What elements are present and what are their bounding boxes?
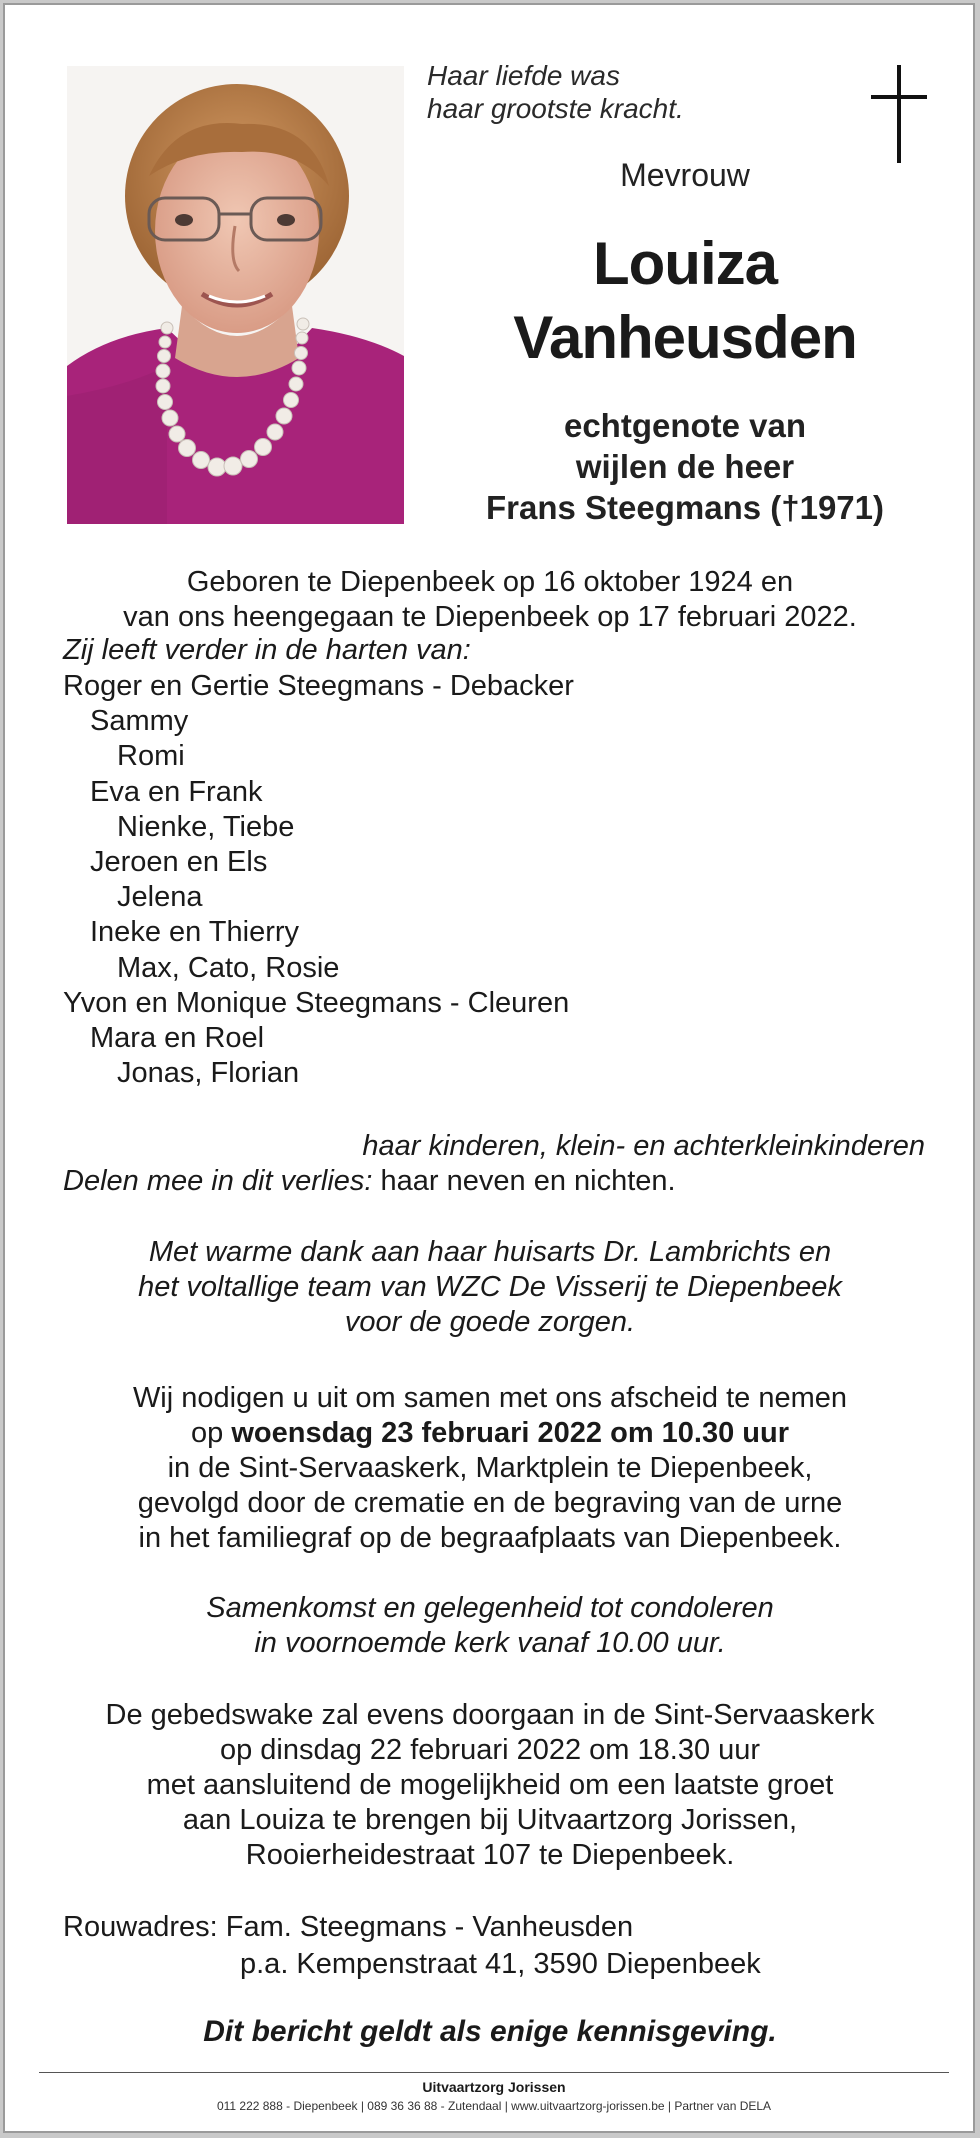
ceremony-line: in het familiegraf op de begraafplaats van Diepenbeek.: [138, 1522, 842, 1554]
thanks-line: Met warme dank aan haar huisarts Dr. Lambrichts en: [148, 1236, 832, 1268]
gathering-line: Samenkomst en gelegenheid tot condoleren: [206, 1592, 774, 1624]
first-name: Louiza: [593, 230, 777, 297]
spouse-line: echtgenote van: [563, 407, 807, 444]
prayer-wake: [45, 1698, 935, 1873]
last-name: Vanheusden: [513, 304, 857, 371]
spouse-line: Frans Steegmans (†1971): [485, 489, 884, 526]
death-line: van ons heengegaan te Diepenbeek op 17 februari 2022.: [123, 601, 857, 633]
family-member: Jonas, Florian: [117, 1057, 300, 1090]
footer-divider: [39, 2072, 949, 2073]
family-member: Max, Cato, Rosie: [117, 951, 340, 984]
share-loss: [63, 1165, 676, 1198]
birth-line: Geboren te Diepenbeek op 16 oktober 1924 en: [186, 566, 794, 598]
family-list: [63, 669, 574, 1091]
deceased-name: [435, 227, 935, 375]
family-member: Jelena: [117, 881, 203, 914]
spouse-line: wijlen de heer: [575, 448, 795, 485]
cross-icon: [871, 65, 927, 163]
portrait-photo: [67, 66, 404, 524]
wake-line: Rooierheidestraat 107 te Diepenbeek.: [245, 1839, 735, 1871]
ceremony-line: gevolgd door de crematie en de begraving van de urne: [137, 1487, 843, 1519]
gathering-line: in voornoemde kerk vanaf 10.00 uur.: [254, 1627, 726, 1659]
notice: Dit bericht geldt als enige kennisgeving.: [203, 2015, 777, 2048]
ceremony-date-line: [45, 1416, 935, 1451]
ceremony-date-prefix: op: [191, 1417, 232, 1449]
address-line: p.a. Kempenstraat 41, 3590 Diepenbeek: [240, 1948, 761, 1980]
spouse-info: [435, 405, 935, 528]
family-member: Sammy: [90, 705, 189, 738]
gathering: [45, 1591, 935, 1661]
family-caption: haar kinderen, klein- en achterkleinkinderen: [362, 1130, 925, 1162]
thanks-line: voor de goede zorgen.: [344, 1306, 636, 1338]
salutation: Mevrouw: [620, 157, 750, 193]
motto: [427, 59, 684, 125]
family-member: Eva en Frank: [90, 775, 263, 808]
family-member: Yvon en Monique Steegmans - Cleuren: [63, 986, 570, 1019]
footer-title: Uitvaartzorg Jorissen: [422, 2079, 566, 2095]
ceremony-line: in de Sint-Servaaskerk, Marktplein te Diepenbeek,: [167, 1452, 813, 1484]
wake-line: op dinsdag 22 februari 2022 om 18.30 uur: [219, 1734, 761, 1766]
share-loss-text: haar neven en nichten.: [372, 1165, 676, 1197]
footer-info: 011 222 888 - Diepenbeek | 089 36 36 88 - Zutendaal | www.uitvaartzorg-jorissen.be | Partner van DELA: [216, 2099, 772, 2113]
family-member: Mara en Roel: [90, 1022, 265, 1055]
family-member: Nienke, Tiebe: [117, 810, 295, 843]
obituary-card: [3, 3, 975, 2133]
birth-death: [45, 565, 935, 635]
ceremony-date: woensdag 23 februari 2022 om 10.30 uur: [231, 1417, 789, 1449]
family-intro: Zij leeft verder in de harten van:: [63, 634, 471, 666]
family-member: Roger en Gertie Steegmans - Debacker: [63, 670, 574, 702]
ceremony-line: Wij nodigen u uit om samen met ons afscheid te nemen: [132, 1382, 848, 1414]
mourning-address: [63, 1909, 761, 1983]
thanks: [45, 1235, 935, 1340]
family-member: Romi: [117, 740, 185, 773]
address-line: Rouwadres: Fam. Steegmans - Vanheusden: [63, 1911, 634, 1943]
ceremony: [45, 1381, 935, 1556]
wake-line: De gebedswake zal evens doorgaan in de Sint-Servaaskerk: [105, 1699, 875, 1731]
family-member: Ineke en Thierry: [90, 916, 300, 949]
thanks-line: het voltallige team van WZC De Visserij te Diepenbeek: [138, 1271, 842, 1303]
wake-line: met aansluitend de mogelijkheid om een laatste groet: [146, 1769, 834, 1801]
share-loss-label: Delen mee in dit verlies:: [63, 1165, 373, 1197]
motto-line: Haar liefde was: [427, 60, 620, 91]
family-member: Jeroen en Els: [90, 846, 268, 879]
wake-line: aan Louiza te brengen bij Uitvaartzorg Jorissen,: [182, 1804, 798, 1836]
motto-line: haar grootste kracht.: [427, 93, 684, 124]
